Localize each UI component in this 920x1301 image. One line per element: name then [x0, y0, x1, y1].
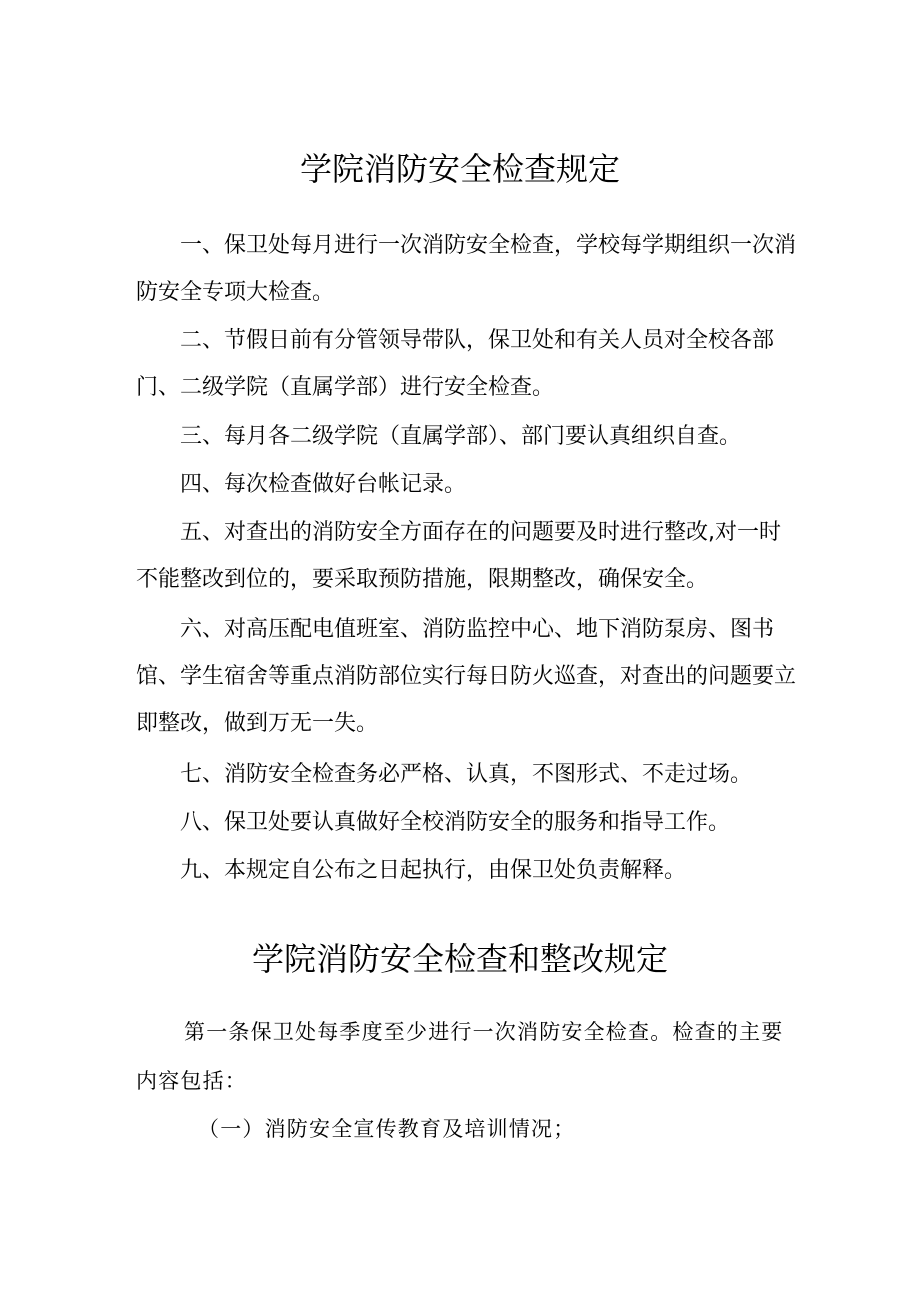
- paragraph-5: 五、对查出的消防安全方面存在的问题要及时进行整改,对一时不能整改到位的，要采取预防措施，限期整改，确保安全。: [136, 520, 781, 592]
- article-1-item-1: （一）消防安全宣传教育及培训情况；: [198, 1117, 576, 1141]
- paragraph-2: 二、节假日前有分管领导带队，保卫处和有关人员对全校各部门、二级学院（直属学部）进行安全检查。: [136, 328, 775, 400]
- article-1: 第一条保卫处每季度至少进行一次消防安全检查。检查的主要内容包括：: [136, 1020, 784, 1093]
- paragraph-6: 六、对高压配电值班室、消防监控中心、地下消防泵房、图书馆、学生宿舍等重点消防部位实行每日防火巡查，对查出的问题要立即整改，做到万无一失。: [136, 617, 797, 736]
- paragraph-9: 九、本规定自公布之日起执行，由保卫处负责解释。: [180, 858, 687, 883]
- document-title: 学院消防安全检查规定: [299, 150, 620, 188]
- paragraph-8: 八、保卫处要认真做好全校消防安全的服务和指导工作。: [180, 810, 731, 835]
- section-title: 学院消防安全检查和整改规定: [251, 940, 668, 978]
- paragraph-1: 一、保卫处每月进行一次消防安全检查，学校每学期组织一次消防安全专项大检查。: [136, 233, 797, 305]
- paragraph-3: 三、每月各二级学院（直属学部）、部门要认真组织自查。: [180, 424, 742, 449]
- paragraph-4: 四、每次检查做好台帐记录。: [180, 472, 467, 497]
- paragraph-7: 七、消防安全检查务必严格、认真，不图形式、不走过场。: [180, 762, 753, 787]
